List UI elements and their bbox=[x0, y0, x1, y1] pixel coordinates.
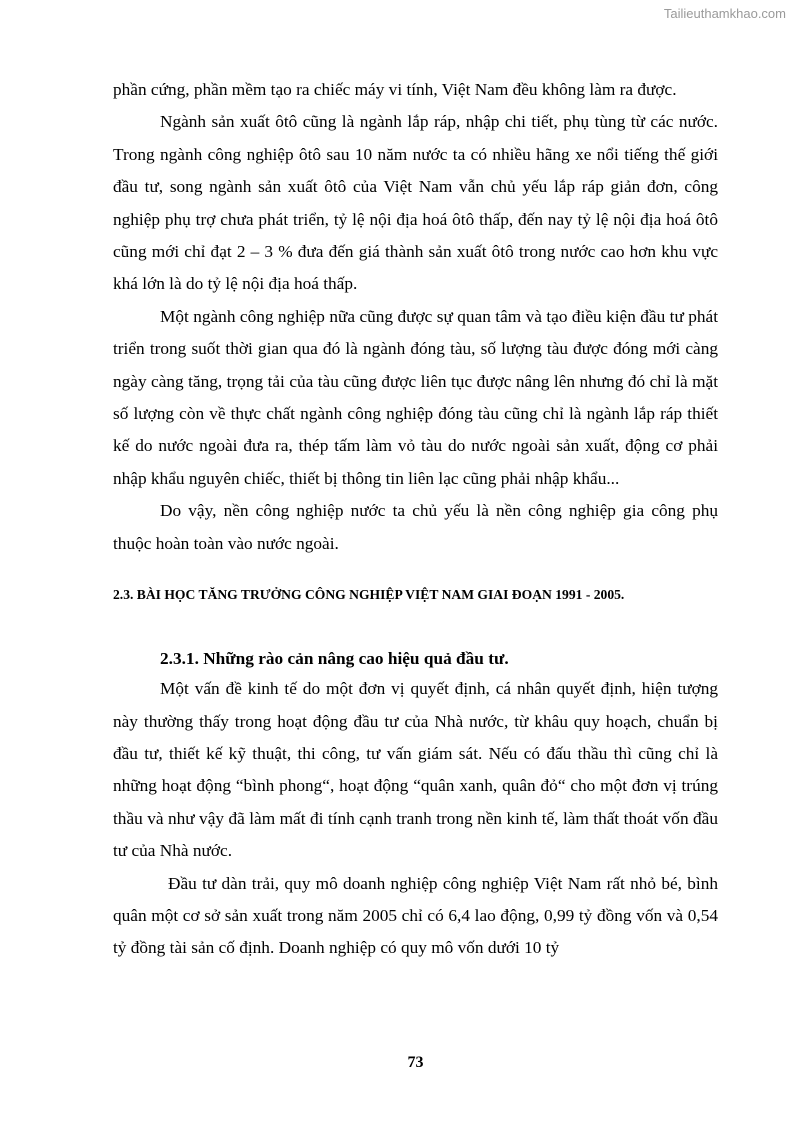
paragraph-shipbuilding: Một ngành công nghiệp nữa cũng được sự quan tâm và tạo điều kiện đầu tư phát triển trong suốt thời gian qua đó là ngành đóng tàu, số lượng tàu được đóng mới càng ngày càng tăng, trọng tải của tàu cũng được liên tục được nâng lên nhưng đó chỉ là mặt số lượng còn về thực chất ngành công nghiệp đóng tàu cũng chỉ là ngành lắp ráp thiết kế do nước ngoài đưa ra, thép tấm làm vỏ tàu do nước ngoài sản xuất, động cơ phải nhập khẩu nguyên chiếc, thiết bị thông tin liên lạc cũng phải nhập khẩu... bbox=[113, 306, 718, 488]
page-content bbox=[113, 74, 718, 965]
paragraph-continuation: phần cứng, phần mềm tạo ra chiếc máy vi tính, Việt Nam đều không làm ra được. bbox=[113, 80, 677, 99]
paragraph-conclusion: Do vậy, nền công nghiệp nước ta chủ yếu là nền công nghiệp gia công phụ thuộc hoàn toàn vào nước ngoài. bbox=[113, 501, 718, 553]
paragraph-investment-barriers: Một vấn đề kinh tế do một đơn vị quyết định, cá nhân quyết định, hiện tượng này thường thấy trong hoạt động đầu tư của Nhà nước, từ khâu quy hoạch, chuẩn bị đầu tư, thiết kế kỹ thuật, thi công, tư vấn giám sát. Nếu có đấu thầu thì cũng chỉ là những hoạt động “bình phong“, hoạt động “quân xanh, quân đỏ“ cho một đơn vị trúng thầu và như vậy đã làm mất đi tính cạnh tranh trong nền kinh tế, làm thất thoát vốn đầu tư của Nhà nước. bbox=[113, 679, 718, 861]
page-number: 73 bbox=[407, 1054, 424, 1071]
paragraph-spread-investment: Đầu tư dàn trải, quy mô doanh nghiệp công nghiệp Việt Nam rất nhỏ bé, bình quân một cơ sở sản xuất trong năm 2005 chỉ có 6,4 lao động, 0,99 tỷ đồng vốn và 0,54 tỷ đồng tài sản cố định. Doanh nghiệp có quy mô vốn dưới 10 tỷ bbox=[113, 873, 718, 958]
subsection-heading: 2.3.1. Những rào cản nâng cao hiệu quả đầu tư. bbox=[160, 649, 509, 669]
section-heading: 2.3. BÀI HỌC TĂNG TRƯỞNG CÔNG NGHIỆP VIỆT NAM GIAI ĐOẠN 1991 - 2005. bbox=[113, 587, 625, 603]
watermark: Tailieuthamkhao.com bbox=[663, 6, 786, 21]
paragraph-auto-industry: Ngành sản xuất ôtô cũng là ngành lắp ráp, nhập chi tiết, phụ tùng từ các nước. Trong ngành công nghiệp ôtô sau 10 năm nước ta có nhiều hãng xe nổi tiếng thế giới đầu tư, song ngành sản xuất ôtô của Việt Nam vẫn chủ yếu lắp ráp giản đơn, công nghiệp phụ trợ chưa phát triển, tỷ lệ nội địa hoá ôtô thấp, đến nay tỷ lệ nội địa hoá ôtô cũng mới chỉ đạt 2 – 3 % đưa đến giá thành sản xuất ôtô trong nước cao hơn khu vực khá lớn là do tỷ lệ nội địa hoá thấp. bbox=[113, 112, 718, 294]
